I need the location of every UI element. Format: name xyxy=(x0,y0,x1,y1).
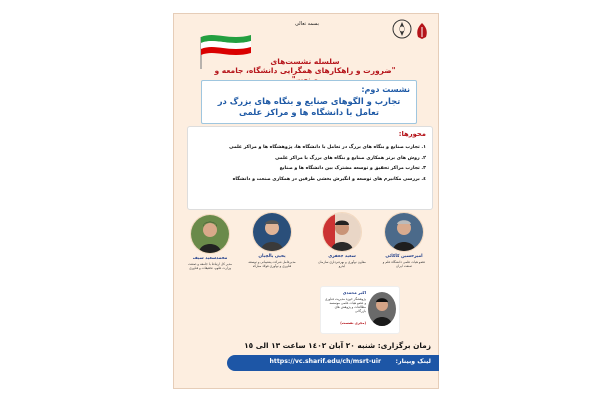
topics-label: محورها: xyxy=(398,130,426,138)
basmala-text: بسمه تعالی xyxy=(294,21,320,27)
person-icon xyxy=(191,215,229,253)
speaker-card xyxy=(317,212,367,268)
person-icon xyxy=(323,213,361,251)
webinar-link-label: لینک وبینار: xyxy=(395,358,431,365)
speaker-card xyxy=(379,212,429,268)
moderator-photo xyxy=(368,292,396,326)
speaker-name: سعید جعفری xyxy=(328,254,356,259)
session-label: نشست دوم: xyxy=(361,85,410,94)
event-time: زمان برگزاری: شنبه ٢٠ آبان ١٤٠٢ ساعت ١٣ الی ١٥ xyxy=(244,341,431,350)
series-line-2: "ضرورت و راهکارهای همگرایی دانشگاه، جامعه و xyxy=(214,66,396,75)
topics-list xyxy=(194,143,426,185)
ministry-emblem-icon xyxy=(413,21,431,41)
moderator-tag: (مجری نشست) xyxy=(340,321,366,325)
speaker-role: مدیر کل ارتباط با جامعه و صنعت وزارت علوم، تحقیقات و فناوری xyxy=(188,262,232,271)
session-title: تجارب و الگوهای صنایع و بنگاه های بزرگ در تعامل با دانشگاه ها و مراکز علمی xyxy=(217,96,401,117)
person-icon xyxy=(253,213,291,251)
speaker-role: مدیرعامل شرکت پشتیبانی و توسعه فناوری و نوآوری فولاد مبارکه xyxy=(248,260,296,269)
speaker-photo xyxy=(190,214,230,254)
topic-item: ٢. روش های برتر همکاری صنایع و بنگاه های بزرگ با مراکز علمی xyxy=(275,155,426,161)
moderator-name: اکبر محمدی xyxy=(342,290,366,295)
topics-box xyxy=(187,126,433,210)
webinar-link-bar[interactable] xyxy=(227,355,439,371)
speaker-role: معاون نوآوری و بهره‌برداری سازمان ایدرو xyxy=(318,260,366,269)
person-icon xyxy=(368,292,396,326)
webinar-link[interactable]: https://vc.sharif.edu/ch/msrt-uir xyxy=(269,358,381,365)
topic-item: ١. تجارب صنایع و بنگاه های بزرگ در تعامل با دانشگاه ها، پژوهشگاه ها و مراکز علمی xyxy=(229,145,426,150)
speaker-photo xyxy=(252,212,292,252)
speaker-name: محمدسعید سیف xyxy=(192,256,228,261)
speaker-card xyxy=(185,214,235,270)
topic-item: ٣. تجارب مراکز تحقیق و توسعه مشترک بین دانشگاه ها و صنایع xyxy=(279,166,426,171)
speaker-name: یحیی یالچیان xyxy=(258,254,286,259)
session-box xyxy=(201,80,417,124)
moderator-box xyxy=(320,286,400,334)
event-poster xyxy=(173,13,439,389)
speaker-photo xyxy=(384,212,424,252)
series-line-1: سلسله نشست‌های xyxy=(270,57,340,66)
moderator-role: پژوهشگر حوزه مدیریت فناوری و عضو هیات علمی موسسه مطالعات و پژوهش های بازرگانی xyxy=(324,297,366,313)
speaker-card xyxy=(247,212,297,268)
topic-item: ٤. بررسی مکانیزم های توسعه و انگیزش بخشی طرفین در همکاری صنعت و دانشگاه xyxy=(232,176,426,182)
speaker-photo xyxy=(322,212,362,252)
speaker-role: عضو هیات علمی دانشگاه علم و صنعت ایران xyxy=(382,260,426,269)
university-logo-icon xyxy=(391,18,413,44)
person-icon xyxy=(385,213,423,251)
speaker-name: امیرحسین کاکائی xyxy=(385,254,423,259)
